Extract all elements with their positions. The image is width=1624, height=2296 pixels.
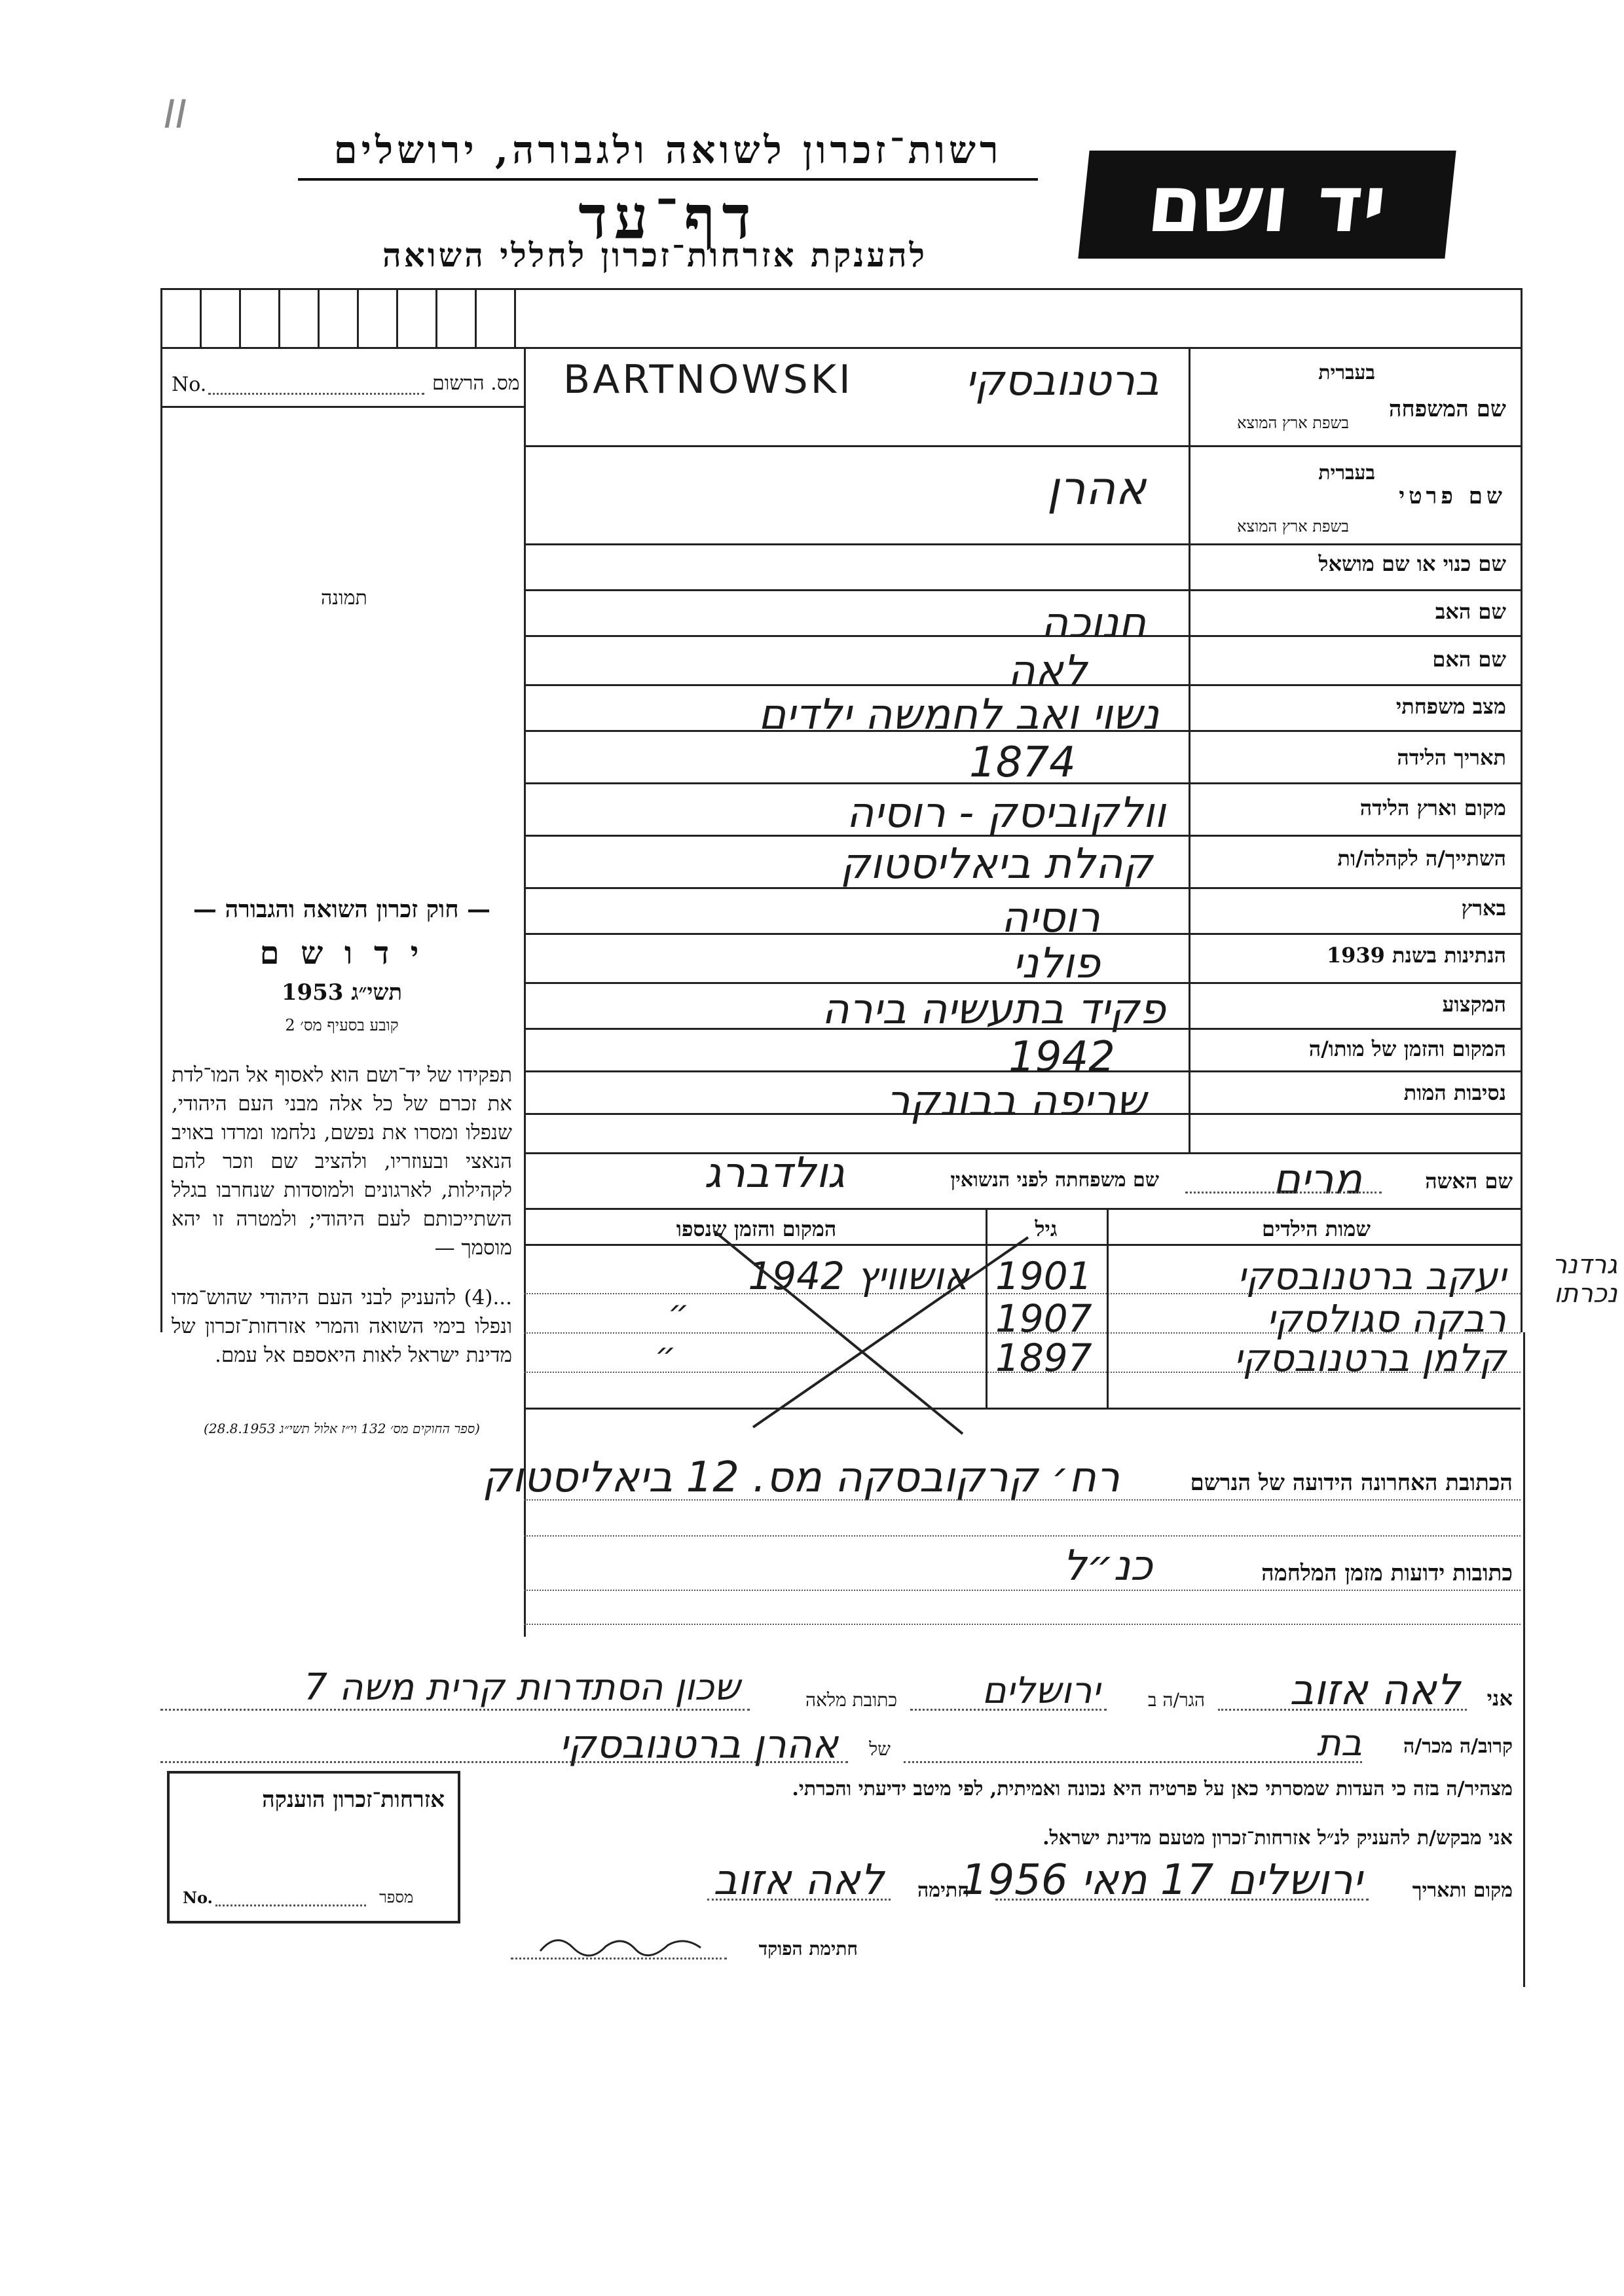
firstname-label: שם פרטי xyxy=(1399,483,1506,509)
birthplace-label: מקום וארץ הלידה xyxy=(1359,795,1506,820)
stamp-mark: II xyxy=(164,92,187,137)
father-label: שם האב xyxy=(1435,599,1506,624)
wife-name-dots xyxy=(1185,1192,1382,1194)
marital-label: מצב משפחתי xyxy=(1395,694,1506,719)
maiden-label: שם משפחתה לפני הנשואין xyxy=(950,1169,1159,1192)
father-value: חנוכה xyxy=(1041,599,1146,647)
frame-left xyxy=(160,288,162,1332)
frame-right-lower xyxy=(1523,1332,1525,1987)
logo-text: יד ושם xyxy=(1143,159,1392,250)
birthdate-label: תאריך הלידה xyxy=(1397,745,1506,770)
signature-dots xyxy=(707,1899,891,1901)
children-names-header: שמות הילדים xyxy=(1262,1216,1371,1241)
residing-value: ירושלים xyxy=(982,1669,1100,1712)
award-box xyxy=(167,1771,460,1923)
address-full-label: כתובת מלאה xyxy=(805,1689,897,1711)
mother-value: לאה xyxy=(1008,647,1087,695)
country-value: רוסיה xyxy=(1001,894,1100,942)
child-2-place: ״ xyxy=(668,1293,690,1331)
relation-label: קרוב/ה מכר/ה xyxy=(1403,1735,1513,1758)
community-value: קהלת ביאליסטוק xyxy=(840,840,1153,888)
death-place-value: 1942 xyxy=(1008,1033,1115,1082)
surname-origin-label: בשפת ארץ המוצא xyxy=(1237,414,1349,432)
child-1-age: 1901 xyxy=(995,1254,1092,1298)
label-column-divider xyxy=(1189,347,1190,1152)
surname-label: שם המשפחה xyxy=(1388,396,1506,422)
war-address-label: כתובות ידועות מזמן המלחמה xyxy=(1261,1560,1513,1586)
statement-2: אני מבקש/ת להעניק לנ״ל אזרחות־זכרון מטעם מדינת ישראל. xyxy=(1043,1827,1513,1850)
law-text-2: ...(4) להעניק לבני העם היהודי שהוש־מדו ונפלו בימי השואה והמרי אזרחות־זכרון של מדינת ישראל לאות היאספם אל עמם. xyxy=(172,1286,512,1367)
law-clause: קובע בסעיף מס׳ 2 xyxy=(285,1016,399,1034)
boxes-row-bottom xyxy=(160,347,1522,349)
address-full-value: שכון הסתדרות קרית משה 7 xyxy=(304,1666,740,1709)
firstname-hebrew-label: בעברית xyxy=(1318,462,1375,484)
profession-label: המקצוע xyxy=(1442,992,1506,1017)
photo-top-line xyxy=(160,406,524,408)
surname-hebrew-label: בעברית xyxy=(1318,361,1375,384)
last-address-label: הכתובת האחרונה הידועה של הנרשם xyxy=(1190,1470,1513,1496)
of-dots xyxy=(160,1761,848,1763)
death-cause-value: שריפה בבונקר xyxy=(886,1077,1146,1125)
signature-label: חתימה xyxy=(917,1879,969,1902)
declarant-dots xyxy=(1218,1709,1467,1711)
law-year: תשי״ג 1953 xyxy=(281,979,403,1006)
child-3-name: קלמן ברטנובסקי xyxy=(1234,1336,1506,1380)
reg-no-dots xyxy=(208,393,424,395)
children-col-divider-1 xyxy=(1107,1208,1109,1408)
citizenship-label: הנתינות בשנת 1939 xyxy=(1326,943,1506,968)
child-3-place: ״ xyxy=(655,1336,676,1374)
address-spacer-line xyxy=(524,1535,1521,1537)
of-value: אהרן ברטנובסקי xyxy=(559,1722,838,1768)
frame-top xyxy=(160,288,1522,290)
left-column-divider xyxy=(524,347,526,1637)
law-reference: (ספר החוקים מס׳ 132 וי״ז אלול תשי״ג 28.8.1953) xyxy=(204,1421,480,1436)
children-place-header: המקום והזמן שנספו xyxy=(676,1216,837,1241)
profession-value: פקיד בתעשיה בירה xyxy=(821,985,1166,1034)
death-place-label: המקום והזמן של מותו/ה xyxy=(1308,1036,1506,1061)
war-address-value: כנ״ל xyxy=(1062,1542,1153,1590)
official-sig-label: חתימת הפוקד xyxy=(758,1938,858,1959)
yad-vashem-logo xyxy=(1078,151,1456,259)
authority-underline xyxy=(298,178,1038,181)
last-address-line xyxy=(524,1499,1521,1501)
child-1-place: אושוויץ 1942 xyxy=(748,1254,969,1298)
residing-dots xyxy=(910,1709,1107,1711)
community-label: השתייך/ה לקהלה/ות xyxy=(1337,846,1506,871)
maiden-value: גולדברג xyxy=(704,1149,845,1197)
place-date-dots xyxy=(995,1899,1369,1901)
relation-dots xyxy=(904,1761,1362,1763)
war-address-line xyxy=(524,1590,1521,1591)
wife-name-value: מרים xyxy=(1272,1156,1362,1204)
last-address-value: רח׳ קרקובסקה מס. 12 ביאליסטוק xyxy=(482,1453,1120,1502)
award-box-dots xyxy=(215,1904,366,1906)
firstname-value: אהרן xyxy=(1046,462,1146,515)
form-subtitle: להענקת אזרחות־זכרון לחללי השואה xyxy=(382,236,927,274)
child-2-age: 1907 xyxy=(995,1296,1092,1341)
award-box-no: No. xyxy=(183,1888,213,1907)
law-title: — חוק זכרון השואה והגבורה — xyxy=(193,896,491,923)
frame-right xyxy=(1521,288,1522,1332)
birthdate-value: 1874 xyxy=(969,738,1076,787)
address-bottom-line xyxy=(524,1624,1521,1625)
nickname-label: שם כנוי או שם מושאל xyxy=(1318,551,1506,576)
signature-value: לאה אזוב xyxy=(713,1856,884,1904)
children-age-header: גיל xyxy=(1035,1216,1058,1241)
country-label: בארץ xyxy=(1461,896,1506,920)
relation-value: בת xyxy=(1316,1722,1362,1764)
form-title: דף־עד xyxy=(578,182,758,253)
address-full-dots xyxy=(160,1709,750,1711)
award-box-number-label: מספר xyxy=(379,1888,414,1906)
place-date-value: ירושלים 17 מאי 1956 xyxy=(961,1856,1362,1904)
surname-hebrew-value: ברטנובסקי xyxy=(965,357,1159,405)
wife-label: שם האשה xyxy=(1425,1169,1513,1194)
birthplace-value: וולקוביסק - רוסיה xyxy=(846,789,1166,837)
official-signature-scribble xyxy=(537,1928,707,1961)
photo-label: תמונה xyxy=(321,587,367,610)
law-name: י ד ו ש ם xyxy=(259,935,424,972)
award-box-title: אזרחות־זכרון הוענקה xyxy=(262,1787,445,1813)
marital-value: נשוי ואב לחמשה ילדים xyxy=(758,691,1159,739)
child-3-age: 1897 xyxy=(995,1336,1092,1380)
surname-latin-value: BARTNOWSKI xyxy=(563,357,853,403)
authority-title: רשות־זכרון לשואה ולגבורה, ירושלים xyxy=(333,128,1003,172)
citizenship-value: פולני xyxy=(1012,939,1100,988)
law-text-1: תפקידו של יד־ושם הוא לאסוף אל המו־לדת את זכרם של כל אלה מבני העם היהודי, שנפלו ומסרו את נפשם, נלחמו ומרדו באויב הנאצי ובעוזריו, ולהציב שם וזכר להם לקהילות, לארגונים ולמוסדות שנחרבו בגלל השתייכותם לעם היהודי; ולמטרה זו יהא מוסמך — xyxy=(172,1063,512,1260)
statement-1: מצהיר/ה בזה כי העדות שמסרתי כאן על פרטיה היא נכונה ואמיתית, לפי מיטב ידיעתי והכרתי. xyxy=(792,1777,1513,1800)
child-2-name: רבקה סגולסקי xyxy=(1266,1296,1506,1341)
declarant-name: לאה אזוב xyxy=(1289,1666,1460,1715)
declarant-label: אני xyxy=(1486,1686,1513,1711)
mother-label: שם האם xyxy=(1432,647,1506,672)
residing-label: הגר/ה ב xyxy=(1147,1689,1205,1711)
death-cause-label: נסיבות המות xyxy=(1403,1080,1506,1105)
children-margin-note: גרדנר נכרתו xyxy=(1552,1250,1617,1309)
child-1-name: יעקב ברטנובסקי xyxy=(1237,1254,1506,1298)
of-label: של xyxy=(869,1738,891,1760)
place-date-label: מקום ותאריך xyxy=(1412,1879,1513,1902)
firstname-origin-label: בשפת ארץ המוצא xyxy=(1237,517,1349,536)
children-cross-out xyxy=(688,1231,1041,1440)
reg-no-label: No. xyxy=(172,373,207,396)
reg-label: מס. הרשום xyxy=(432,372,520,395)
